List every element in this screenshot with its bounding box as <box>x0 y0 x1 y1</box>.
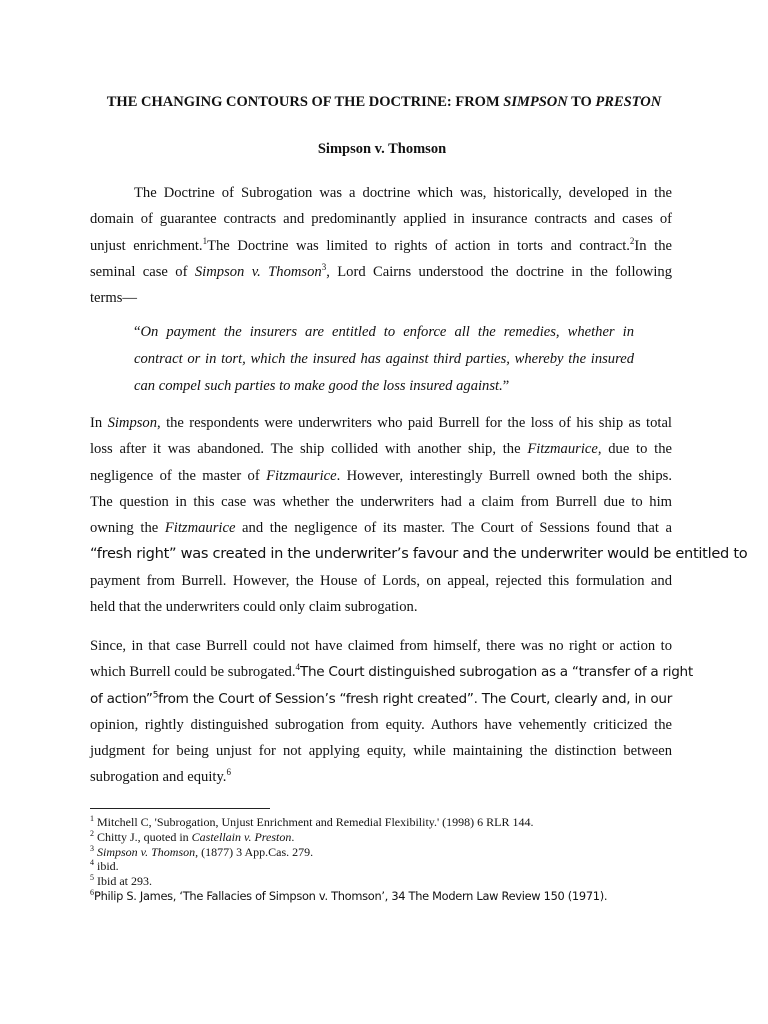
paragraph-line <box>90 489 672 515</box>
footnote-number: 2 <box>90 828 94 838</box>
text-run: contract or in tort, which the insured has against third parties, whereby the insured <box>134 351 634 367</box>
paragraph-line <box>90 594 672 620</box>
footnote-ref: 1 <box>202 235 208 246</box>
title-part-1: THE CHANGING CONTOURS OF THE DOCTRINE: FROM <box>106 94 504 110</box>
paragraph-line <box>90 764 672 790</box>
text-run: The question in this case was whether the underwriters had a claim from Burrell due to him <box>90 493 672 510</box>
text-run: terms— <box>90 290 138 307</box>
footnote-1 <box>90 815 690 830</box>
case-name: Simpson <box>107 415 158 431</box>
text-run: “fresh right” was created in the underwriter’s favour and the underwriter would be entitled to <box>90 545 748 563</box>
paragraph-line <box>90 686 672 712</box>
footnote-text: Philip S. James, ‘The Fallacies of Simpson v. Thomson’, 34 The Modern Law Review 150 (1971). <box>94 888 608 903</box>
text-run: from the Court of Session’s “fresh right created”. The Court, clearly and, in our <box>158 690 672 707</box>
title-case-simpson: SIMPSON <box>503 94 568 110</box>
page-title <box>88 92 680 112</box>
close-quote-mark: ” <box>502 378 510 394</box>
paragraph-line <box>90 515 672 541</box>
footnotes <box>90 815 690 904</box>
text-run: The Court distinguished subrogation as a “transfer of a right <box>299 664 693 681</box>
ship-name: Fitzmaurice <box>266 467 337 484</box>
text-run: opinion, rightly distinguished subrogation from equity. Authors have vehemently criticized the <box>90 716 672 733</box>
footnote-number: 5 <box>90 873 94 883</box>
ship-name: Fitzmaurice <box>164 520 236 537</box>
footnote-number: 1 <box>90 814 94 823</box>
paragraph-simpson-facts <box>90 410 748 620</box>
paragraph-line <box>90 568 672 594</box>
ship-name: Fitzmaurice <box>527 441 598 458</box>
footnote-ref: 5 <box>152 690 159 701</box>
quote-line <box>134 319 634 346</box>
text-run: seminal case of <box>90 263 195 280</box>
footnote-text: , (1877) 3 App.Cas. 279. <box>195 844 314 859</box>
title-case-preston: PRESTON <box>595 94 662 110</box>
text-run: loss after it was abandoned. The ship collided with another ship, the <box>90 441 528 458</box>
paragraph-line <box>90 738 672 764</box>
text-run: held that the underwriters could only claim subrogation. <box>90 599 418 616</box>
text-run: In the <box>634 237 672 254</box>
paragraph-line <box>90 206 672 232</box>
paragraph-line <box>90 233 672 259</box>
paragraph-line <box>90 410 672 436</box>
text-run: , Lord Cairns understood the doctrine in the following <box>326 263 672 280</box>
text-run: In <box>90 415 108 431</box>
open-quote-mark: “ <box>134 324 141 340</box>
text-run: , the respondents were underwriters who paid Burrell for the loss of his ship as total <box>157 415 672 431</box>
footnote-ref: 4 <box>295 662 300 673</box>
footnote-text: . <box>291 829 295 844</box>
text-run: Since, in that case Burrell could not have claimed from himself, there was no right or action to <box>90 638 672 654</box>
footnote-number: 6 <box>90 887 94 897</box>
paragraph-line <box>90 180 672 206</box>
paragraph-line <box>90 285 672 311</box>
footnote-text: Mitchell C, 'Subrogation, Unjust Enrichment and Remedial Flexibility.' (1998) 6 RLR 144. <box>97 815 534 829</box>
text-run: unjust enrichment. <box>90 237 203 254</box>
footnote-number: 4 <box>90 858 94 868</box>
text-run: subrogation and equity. <box>90 769 227 786</box>
footnote-3 <box>90 845 690 860</box>
case-name: Castellain v. Preston <box>191 829 292 844</box>
case-name: Simpson v. Thomson <box>97 844 196 859</box>
paragraph-line <box>90 463 672 489</box>
footnote-ref: 3 <box>321 262 327 273</box>
footnote-number: 3 <box>90 843 94 853</box>
paragraph-subrogation-analysis <box>90 633 693 791</box>
section-heading: Simpson v. Thomson <box>317 141 447 157</box>
text-run: On payment the insurers are entitled to enforce all the remedies, whether in <box>140 324 634 340</box>
footnote-ref: 2 <box>629 235 635 246</box>
paragraph-intro <box>90 180 672 311</box>
text-run: of action” <box>90 690 153 707</box>
case-name: Simpson v. Thomson <box>194 263 322 280</box>
footnote-6 <box>90 889 690 904</box>
block-quote <box>134 319 634 400</box>
text-run: owning the <box>90 520 165 537</box>
footnote-4 <box>90 859 690 874</box>
text-run: , due to the <box>597 441 672 458</box>
footnote-2 <box>90 830 690 845</box>
footnote-5 <box>90 874 690 889</box>
footnote-separator <box>90 808 270 809</box>
text-run: payment from Burrell. However, the House of Lords, on appeal, rejected this formulation and <box>90 572 672 589</box>
text-run: domain of guarantee contracts and predominantly applied in insurance contracts and cases of <box>90 211 672 228</box>
text-run: which Burrell could be subrogated. <box>90 664 296 681</box>
title-part-2: TO <box>567 94 596 110</box>
text-run: . However, interestingly Burrell owned both the ships. <box>336 467 672 484</box>
quote-line <box>134 373 634 400</box>
paragraph-line <box>90 436 672 462</box>
footnote-text: Ibid at 293. <box>97 874 152 889</box>
paragraph-line <box>90 541 748 567</box>
paragraph-line <box>90 633 672 659</box>
text-run: The Doctrine was limited to rights of action in torts and contract. <box>207 237 630 254</box>
paragraph-line <box>90 712 672 738</box>
text-run: The Doctrine of Subrogation was a doctrine which was, historically, developed in the <box>134 185 672 201</box>
text-run: judgment for being unjust for not applying equity, while maintaining the distinction between <box>90 743 672 760</box>
paragraph-line <box>90 259 672 285</box>
text-run: negligence of the master of <box>90 467 267 484</box>
quote-line <box>134 346 634 373</box>
text-run: can compel such parties to make good the loss insured against. <box>134 378 503 394</box>
footnote-text: Chitty J., quoted in <box>97 829 192 844</box>
text-run: and the negligence of its master. The Court of Sessions found that a <box>235 520 672 537</box>
footnote-ref: 6 <box>226 767 231 778</box>
paragraph-line <box>90 659 693 685</box>
footnote-text: ibid. <box>97 859 119 874</box>
